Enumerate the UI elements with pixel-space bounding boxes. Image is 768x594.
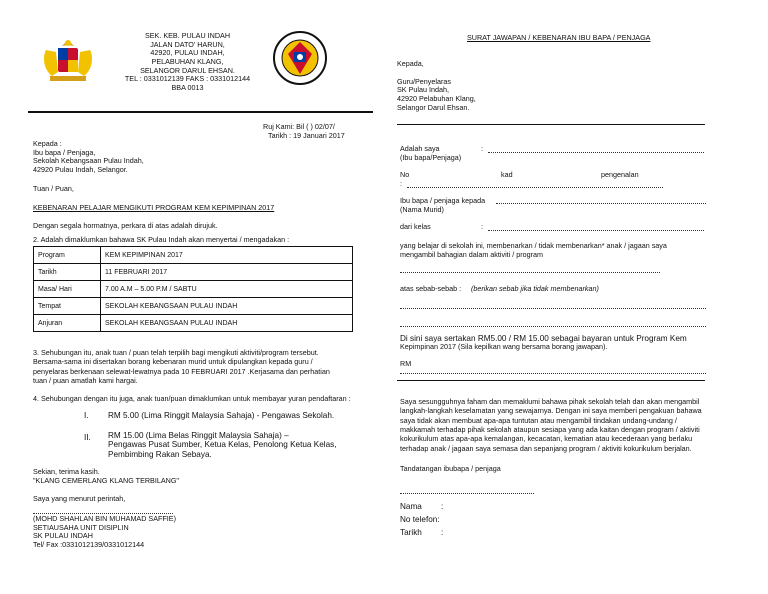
- table-cell-value: 7.00 A.M – 5.00 P.M / SABTU: [101, 281, 353, 298]
- table-row: [34, 247, 353, 264]
- letterhead-line: SELANGOR DARUL EHSAN.: [140, 65, 235, 75]
- signatory-school: SK PULAU INDAH: [33, 531, 93, 541]
- closing-line: Sekian, terima kasih.: [33, 467, 100, 476]
- motto: "KLANG CEMERLANG KLANG TERBILANG": [33, 475, 179, 485]
- fee-1-text: RM 5.00 (Lima Ringgit Malaysia Sahaja) - Pengawas Sekolah.: [108, 411, 335, 420]
- table-cell-key: Program: [34, 247, 101, 264]
- payment-text: [400, 334, 687, 351]
- sincerely-text: Saya yang menurut perintah,: [33, 494, 126, 503]
- colon: :: [481, 222, 483, 231]
- declaration-line: makkamah terhadap pihak sekolah ataupun sesiapa yang ada kaitan dengan program / aktiviti: [400, 425, 700, 435]
- table-cell-value: KEM KEPIMPINAN 2017: [101, 247, 353, 264]
- signatory-phone: Tel/ Fax :0331012139/0331012144: [33, 539, 145, 549]
- declaration-line: Saya sesungguhnya faham dan memaklumi bahawa pihak sekolah telah dan akan mengambil: [400, 397, 700, 406]
- table-row: [34, 281, 353, 298]
- ibubapa-label: Ibu bapa / penjaga kepada: [400, 196, 486, 205]
- section-divider: [397, 380, 705, 381]
- school-letterhead: [110, 32, 265, 92]
- letterhead-line: SEK. KEB. PULAU INDAH: [144, 31, 231, 40]
- closing: [33, 468, 179, 485]
- reason-field-2[interactable]: [400, 326, 706, 327]
- rm-label: RM: [400, 359, 412, 368]
- letterhead-line: PELABUHAN KLANG,: [151, 56, 224, 66]
- declaration-line: saya tidak akan membuat apa-apa tuntutan atau mengambil tindakan undang-undang /: [400, 415, 677, 425]
- class-field[interactable]: [488, 230, 704, 231]
- table-cell-key: Masa/ Hari: [34, 281, 101, 298]
- letterhead-line: TEL : 0331012139 FAKS : 0331012144: [124, 74, 251, 84]
- tarikh-label: Tarikh: [400, 528, 422, 537]
- atas-sebab-note: (berikan sebab jika tidak membenarkan): [471, 284, 599, 293]
- address-line: Selangor Darul Ehsan.: [397, 102, 470, 112]
- signatory-title: SETIAUSAHA UNIT DISIPLIN: [33, 522, 129, 532]
- consent-text: [400, 241, 667, 260]
- paragraph-line: 3. Sehubungan itu, anak tuan / puan telah terpilih bagi mengikuti aktiviti/program tersebut.: [33, 348, 319, 357]
- address-line: 42920 Pelabuhan Klang,: [397, 93, 476, 103]
- signatory-name: (MOHD SHAHLAN BIN MUHAMAD SAFFIE): [33, 514, 176, 523]
- consent-line: yang belajar di sekolah ini, membenarkan / tidak membenarkan* anak / jagaan saya: [400, 241, 667, 250]
- reason-field-1[interactable]: [400, 308, 706, 309]
- no-label: No: [400, 170, 410, 179]
- table-row: [34, 315, 353, 332]
- reply-divider: [397, 124, 705, 125]
- atas-sebab-label: atas sebab-sebab :: [400, 284, 462, 293]
- student-name-field[interactable]: [496, 203, 706, 204]
- adalah-saya-label: Adalah saya: [400, 144, 440, 153]
- declaration-line: terhadap anak / jagaan saya semasa dan sepanjang program / aktiviti kokurikulum berjalan.: [400, 443, 692, 453]
- fee-2-number: II.: [84, 433, 91, 442]
- pengenalan-label: pengenalan: [601, 170, 639, 179]
- fee-2-line: RM 15.00 (Lima Belas Ringgit Malaysia Sahaja) –: [108, 431, 289, 440]
- reply-recipient-address: [397, 60, 476, 112]
- payment-line: Di sini saya sertakan RM5.00 / RM 15.00 sebagai bayaran untuk Program Kem: [400, 334, 687, 343]
- table-cell-value: 11 FEBRUARI 2017: [101, 264, 353, 281]
- letterhead-divider: [28, 111, 373, 113]
- consent-line: mengambil bahagian dalam aktiviti / program: [400, 250, 544, 260]
- fee-1-number: I.: [84, 411, 89, 420]
- declaration-line: kokurikulum atas apa-apa kemalangan, kecacatan, kematian atau kecederaan yang berlaku: [400, 434, 693, 444]
- letterhead-line: JALAN DATO' HARUN,: [150, 39, 225, 49]
- address-line: Kepada :: [33, 139, 62, 148]
- address-line: Guru/Penyelaras: [397, 76, 451, 86]
- address-line: Kepada,: [397, 59, 424, 68]
- school-crest-icon: [272, 30, 328, 86]
- letterhead-line: 42920, PULAU INDAH,: [150, 48, 225, 58]
- colon: :: [441, 528, 444, 537]
- parent-signature-field[interactable]: [400, 493, 534, 494]
- paragraph-line: penyelaras berkenaan selewat-lewatnya pada 10 FEBRUARI 2017 .Kerjasama dan perhatian: [33, 366, 330, 376]
- address-line: 42920 Pulau Indah, Selangor.: [33, 164, 128, 174]
- ic-number-field[interactable]: [407, 187, 663, 188]
- intro-text: Dengan segala hormatnya, perkara di atas adalah dirujuk.: [33, 221, 218, 230]
- payment-line: Kepimpinan 2017 (Sila kepilkan wang bersama borang jawapan).: [400, 342, 608, 352]
- letter-date: Tarikh : 19 Januari 2017: [268, 131, 345, 140]
- signatory-block: [33, 515, 176, 550]
- declaration-text: [400, 397, 702, 453]
- declaration-line: langkah-langkah keselamatan yang sewajarnya. Dengan ini saya memberi pengakuan bahawa: [400, 406, 702, 416]
- table-cell-value: SEKOLAH KEBANGSAAN PULAU INDAH: [101, 298, 353, 315]
- rm-amount-field[interactable]: [400, 373, 706, 374]
- paragraph-line: tuan / puan amatlah kami hargai.: [33, 376, 138, 386]
- letterhead-line: BBA 0013: [171, 82, 204, 92]
- colon: :: [400, 179, 402, 188]
- paragraph-3: [33, 348, 330, 385]
- paragraph-4: 4. Sehubungan dengan itu juga, anak tuan/puan dimaklumkan untuk membayar yuran pendaftaran :: [33, 394, 351, 403]
- table-row: [34, 298, 353, 315]
- program-field[interactable]: [400, 272, 660, 273]
- letter-subject: KEBENARAN PELAJAR MENGIKUTI PROGRAM KEM KEPIMPINAN 2017: [33, 203, 275, 212]
- fee-2-line: Pengawas Pusat Sumber, Ketua Kelas, Penolong Ketua Kelas,: [108, 440, 337, 450]
- dari-kelas-label: dari kelas: [400, 222, 431, 231]
- nama-label: Nama: [400, 502, 422, 511]
- table-cell-value: SEKOLAH KEBANGSAAN PULAU INDAH: [101, 315, 353, 332]
- fee-2-line: Pembimbing Rakan Sebaya.: [108, 449, 212, 459]
- paragraph-2: 2. Adalah dimaklumkan bahawa SK Pulau Indah akan menyertai / mengadakan :: [33, 235, 290, 244]
- table-cell-key: Tempat: [34, 298, 101, 315]
- reference-number: Ruj Kami: Bil ( ) 02/07/: [263, 122, 335, 131]
- reply-form-title: SURAT JAWAPAN / KEBENARAN IBU BAPA / PENJAGA: [467, 33, 651, 42]
- malaysia-coat-of-arms-icon: [38, 36, 98, 84]
- signature-label: Tandatangan ibubapa / penjaga: [400, 464, 501, 473]
- telefon-label: No telefon:: [400, 515, 440, 524]
- recipient-address: [33, 140, 144, 175]
- kad-label: kad: [501, 170, 513, 179]
- program-details-table: [33, 246, 353, 332]
- address-line: Ibu bapa / Penjaga,: [33, 147, 96, 157]
- nama-murid-label: (Nama Murid): [400, 205, 444, 214]
- colon: :: [441, 502, 444, 511]
- table-cell-key: Anjuran: [34, 315, 101, 332]
- adalah-saya-sublabel: (Ibu bapa/Penjaga): [400, 153, 462, 162]
- fee-2-text: [108, 431, 337, 459]
- colon: :: [481, 144, 483, 153]
- table-row: [34, 264, 353, 281]
- paragraph-line: Bersama-sama ini disertakan borang kebenaran murid untuk dipulangkan kepada guru /: [33, 357, 313, 367]
- address-line: SK Pulau Indah,: [397, 85, 449, 95]
- salutation: Tuan / Puan,: [33, 184, 74, 193]
- address-line: Sekolah Kebangsaan Pulau Indah,: [33, 156, 144, 166]
- parent-name-field[interactable]: [488, 152, 704, 153]
- table-cell-key: Tarikh: [34, 264, 101, 281]
